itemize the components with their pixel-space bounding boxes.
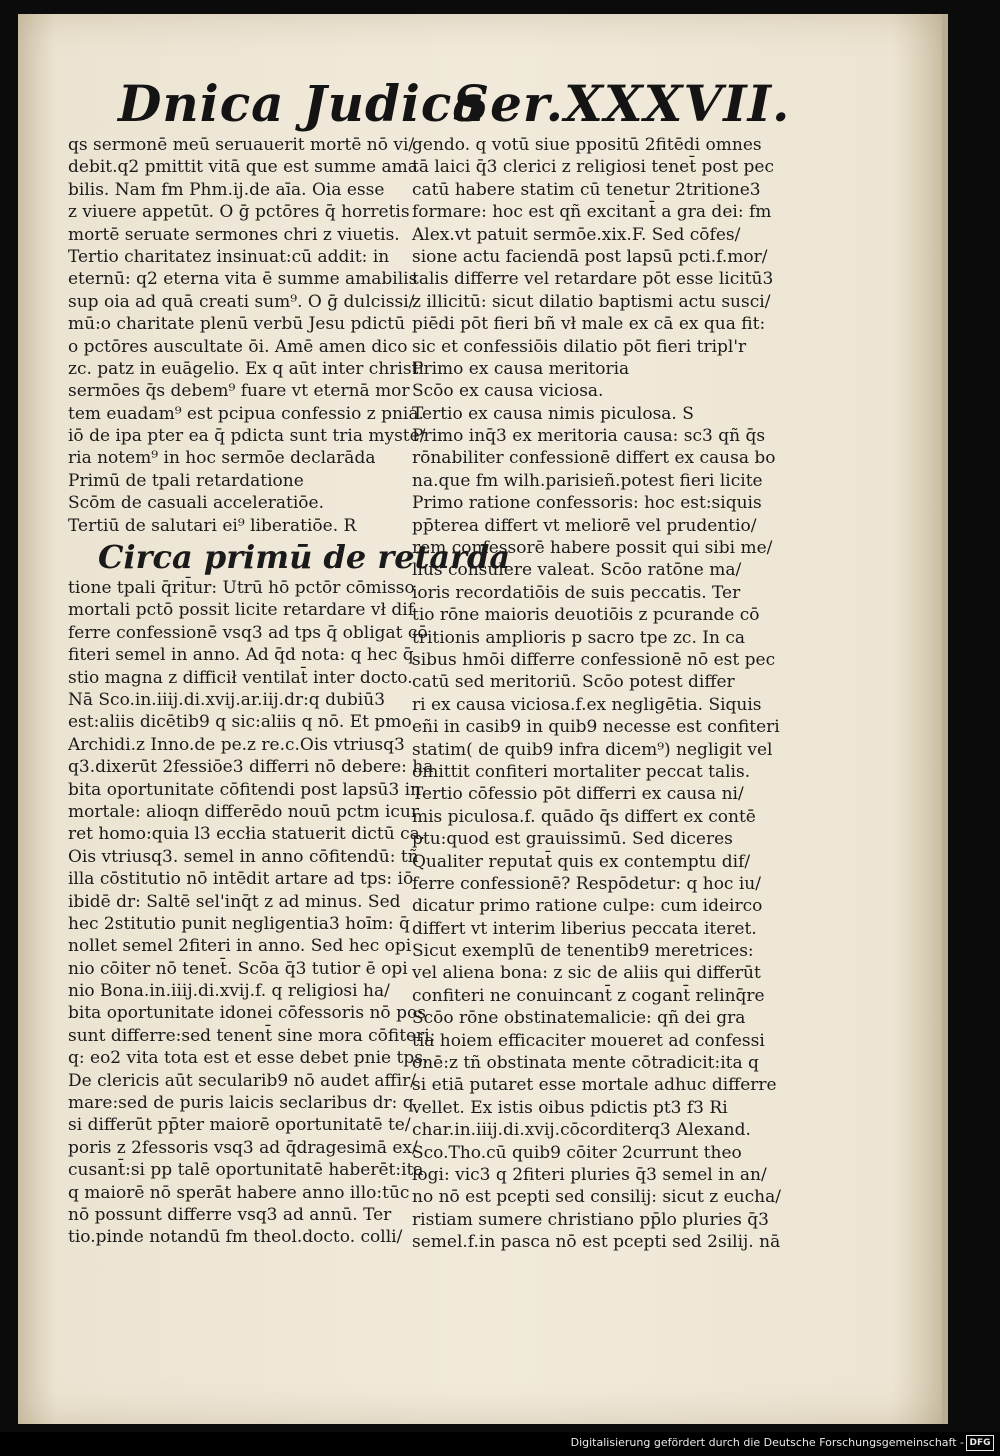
text-line: nio Bona.in.iiij.di.xvij.f. q religiosi ha/ bbox=[68, 981, 390, 1002]
text-line: catū sed meritoriū. Scōo potest differ bbox=[412, 672, 735, 693]
text-line: tem euadam⁹ est pcipua confessio z pnia. bbox=[68, 403, 424, 424]
text-line: debit.q2 pmittit vitā que est summe ama bbox=[68, 157, 418, 178]
text-line: bilis. Nam fm Phm.ij.de aīa. Oia esse bbox=[68, 179, 385, 200]
text-line: gendo. q votū siue ppositū 2fitēdi omnes bbox=[412, 135, 762, 155]
text-line: ret homo:quia l3 eccłia statuerit dictū ca. bbox=[68, 824, 426, 845]
text-line: Sco.Tho.cū quib9 cōiter 2currunt theo bbox=[412, 1142, 742, 1163]
text-line: Alex.vt patuit sermōe.xix.F. Sed cōfes/ bbox=[412, 224, 741, 245]
text-line: statim( de quib9 infra dicem⁹) negligit vel bbox=[412, 739, 773, 760]
text-line: tia hoiem efficaciter moueret ad confessi bbox=[412, 1030, 765, 1051]
text-line: lius consulere valeat. Scōo ratōne ma/ bbox=[412, 560, 742, 581]
text-line: qs sermonē meū seruauerit mortē nō vi/ bbox=[68, 135, 415, 155]
text-line: eñi in casib9 in quib9 necesse est confiteri bbox=[412, 717, 780, 738]
text-line: ptu:quod est grauissimū. Sed diceres bbox=[412, 829, 733, 850]
text-line: poris z 2fessoris vsq3 ad q̄dragesimā ex/ bbox=[68, 1137, 418, 1158]
text-line: mortali pctō possit licite retardare vł dif bbox=[68, 600, 414, 621]
text-line: q3.dixerūt 2fessiōe3 differri nō debere: ha bbox=[68, 757, 434, 778]
text-line: ioris recordatiōis de suis peccatis. Ter bbox=[412, 582, 741, 603]
text-line: tione tpali q̄rit̄ur: Utrū hō pctōr cōmisso bbox=[68, 578, 415, 599]
text-line: sibus hmōi differre confessionē nō est pec bbox=[412, 649, 776, 670]
text-line: o pctōres auscultate ōi. Amē amen dico bbox=[68, 336, 408, 357]
text-line: logi: vic3 q 2fiteri pluries q̄3 semel in an/ bbox=[412, 1164, 767, 1185]
text-line: Scōo ex causa viciosa. bbox=[412, 381, 604, 402]
text-line: mū:o charitate plenū verbū Jesu pdictū bbox=[68, 314, 406, 335]
text-line: pp̄terea differt vt meliorē vel prudentio/ bbox=[412, 515, 757, 536]
text-line: q: eo2 vita tota est et esse debet pnie tps. bbox=[68, 1048, 429, 1069]
text-line: Ois vtriusq3. semel in anno cōfitendū: tñ bbox=[68, 846, 419, 867]
text-line: rem confessorē habere possit qui sibi me/ bbox=[412, 538, 773, 559]
right-text-column bbox=[412, 134, 781, 1254]
text-line: mortale: alioqn differēdo nouū pctm icur bbox=[68, 801, 419, 822]
text-line: Primū de tpali retardatione bbox=[68, 470, 304, 491]
text-line: confiteri ne conuincant̄ z cogant̄ relinq̄re bbox=[412, 985, 765, 1006]
text-line: na.que fm wilh.parisieñ.potest fieri licite bbox=[412, 470, 763, 491]
text-line: sic et confessiōis dilatio pōt fieri tripl'r bbox=[412, 336, 747, 357]
dfg-logo: DFG bbox=[966, 1435, 994, 1451]
text-line: tio rōne maioris deuotiōis z pcurande cō bbox=[412, 605, 760, 626]
text-line: Primo inq̄3 ex meritoria causa: sc3 qñ q̄s bbox=[412, 426, 766, 447]
text-line: z illicitū: sicut dilatio baptismi actu susci/ bbox=[412, 291, 771, 312]
text-line: talis differre vel retardare pōt esse licitū3 bbox=[412, 269, 774, 290]
header-sermon-number: Ser.XXXVII. bbox=[453, 74, 791, 133]
text-line: catū habere statim cū tenetur 2tritione3 bbox=[412, 179, 761, 200]
text-line: nō possunt differre vsq3 ad annū. Ter bbox=[68, 1204, 392, 1225]
text-line: Archidi.z Inno.de pe.z re.c.Ois vtriusq3 bbox=[68, 734, 405, 755]
text-line: sunt differre:sed tenent̄ sine mora cōfiteri: bbox=[68, 1025, 436, 1046]
text-line: Tertio ex causa nimis piculosa. S bbox=[412, 403, 694, 424]
text-line: stio magna z difficił ventilat̄ inter docto. bbox=[68, 667, 413, 688]
text-line: mis piculosa.f. quādo q̄s differt ex contē bbox=[412, 806, 756, 827]
text-line: differt vt interim liberius peccata iteret. bbox=[412, 918, 757, 939]
text-line: Tertio charitatez insinuat:cū addit: in bbox=[68, 246, 390, 267]
text-line: Tertio cōfessio pōt differri ex causa ni/ bbox=[412, 784, 744, 805]
text-line: Scōm de casuali acceleratiōe. bbox=[68, 493, 324, 514]
text-line: tā laici q̄3 clerici z religiosi tenet̄ post pec bbox=[412, 157, 775, 178]
footer-credit: Digitalisierung gefördert durch die Deutsche Forschungsgemeinschaft - bbox=[570, 1436, 964, 1449]
text-line: ferre confessionē vsq3 ad tps q̄ obligat cō bbox=[68, 622, 428, 643]
text-line: vel aliena bona: z sic de aliis qui differūt bbox=[412, 963, 761, 984]
text-line: onē:z tñ obstinata mente cōtradicit:ita q bbox=[412, 1053, 759, 1074]
text-line: tritionis amplioris p sacro tpe zc. In ca bbox=[412, 627, 745, 648]
text-line: no nō est pcepti sed consilij: sicut z eucha/ bbox=[412, 1187, 781, 1208]
text-line: tio.pinde notandū fm theol.docto. colli/ bbox=[68, 1227, 403, 1248]
text-line: nollet semel 2fiteri in anno. Sed hec opi bbox=[68, 936, 412, 957]
text-line: Nā Sco.in.iiij.di.xvij.ar.iij.dr:q dubiū3 bbox=[68, 689, 386, 710]
text-line: ibidē dr: Saltē sel'inq̄t z ad minus. Sed bbox=[68, 891, 401, 912]
text-line: piēdi pōt fieri bñ vł male ex cā ex qua fit: bbox=[412, 314, 766, 335]
text-line: est:aliis dicētib9 q sic:aliis q nō. Et pmo bbox=[68, 712, 412, 733]
text-line: Qualiter reputat̄ quis ex contemptu dif/ bbox=[412, 851, 751, 872]
text-line: sione actu faciendā post lapsū pcti.f.mor/ bbox=[412, 246, 768, 267]
text-line: char.in.iiij.di.xvij.cōcorditerq3 Alexand. bbox=[412, 1120, 751, 1141]
text-line: fiteri semel in anno. Ad q̄d nota: q hec q̄ bbox=[68, 645, 414, 666]
text-line: Scōo rōne obstinatemalicie: qñ dei gra bbox=[412, 1008, 746, 1029]
text-line: dicatur primo ratione culpe: cum ideirco bbox=[412, 896, 763, 917]
header-title: Dnica Judica bbox=[118, 74, 486, 133]
section-heading: Circa primū de retarda bbox=[98, 538, 511, 577]
text-line: si differūt pp̄ter maiorē oportunitatē te/ bbox=[68, 1115, 411, 1136]
text-line: semel.f.in pasca nō est pcepti sed 2silij. nā bbox=[412, 1232, 781, 1253]
text-line: sermōes q̄s debem⁹ fuare vt eternā mor bbox=[68, 381, 410, 402]
text-line: hec 2stitutio punit negligentia3 hoīm: q̄ bbox=[68, 913, 410, 934]
text-line: bita oportunitate idonei cōfessoris nō pos bbox=[68, 1003, 426, 1024]
text-line: Tertiū de salutari ei⁹ liberatiōe. R bbox=[68, 515, 357, 536]
text-line: eternū: q2 eterna vita ē summe amabilis bbox=[68, 269, 418, 290]
text-line: ristiam sumere christiano pp̄lo pluries q̄3 bbox=[412, 1209, 769, 1230]
text-line: omittit confiteri mortaliter peccat talis. bbox=[412, 761, 751, 782]
text-line: si etiā putaret esse mortale adhuc differre bbox=[412, 1075, 777, 1096]
text-line: ferre confessionē? Respōdetur: q hoc iu/ bbox=[412, 873, 761, 894]
text-line: formare: hoc est qñ excitant̄ a gra dei: fm bbox=[412, 202, 772, 223]
text-line: Primo ratione confessoris: hoc est:siquis bbox=[412, 493, 762, 514]
text-line: rōnabiliter confessionē differt ex causa bo bbox=[412, 448, 776, 469]
page-edge bbox=[942, 14, 948, 1424]
text-line: zc. patz in euāgelio. Ex q aūt inter christi bbox=[68, 358, 424, 379]
text-line: mortē seruate sermones chri z viuetis. bbox=[68, 224, 400, 245]
text-line: Primo ex causa meritoria bbox=[412, 358, 630, 379]
text-line: q maiorē nō sperāt habere anno illo:tūc bbox=[68, 1182, 410, 1203]
text-line: bita oportunitate cōfitendi post lapsū3 in bbox=[68, 779, 422, 800]
text-line: Sicut exemplū de tenentib9 meretrices: bbox=[412, 941, 754, 962]
text-line: mare:sed de puris laicis seclaribus dr: q bbox=[68, 1093, 414, 1114]
text-line: De clericis aūt secularib9 nō audet affir/ bbox=[68, 1070, 416, 1091]
text-line: sup oia ad quā creati sum⁹. O ḡ dulcissi/ bbox=[68, 291, 415, 312]
text-line: cusant̄:si pp talē oportunitatē haberēt:ita bbox=[68, 1160, 424, 1181]
text-line: illa cōstitutio nō intēdit artare ad tps: iō bbox=[68, 869, 414, 890]
text-line: ri ex causa viciosa.f.ex negligētia. Siquis bbox=[412, 694, 762, 715]
text-line: iō de ipa pter ea q̄ pdicta sunt tria myste/ bbox=[68, 426, 426, 447]
text-line: nio cōiter nō tenet̄. Scōa q̄3 tutior ē opi bbox=[68, 958, 408, 979]
text-line: vellet. Ex istis oibus pdictis pt3 f3 Ri bbox=[412, 1097, 728, 1118]
text-line: ria notem⁹ in hoc sermōe declarāda bbox=[68, 448, 376, 469]
text-line: z viuere appetūt. O ḡ pctōres q̄ horretis bbox=[68, 202, 410, 223]
